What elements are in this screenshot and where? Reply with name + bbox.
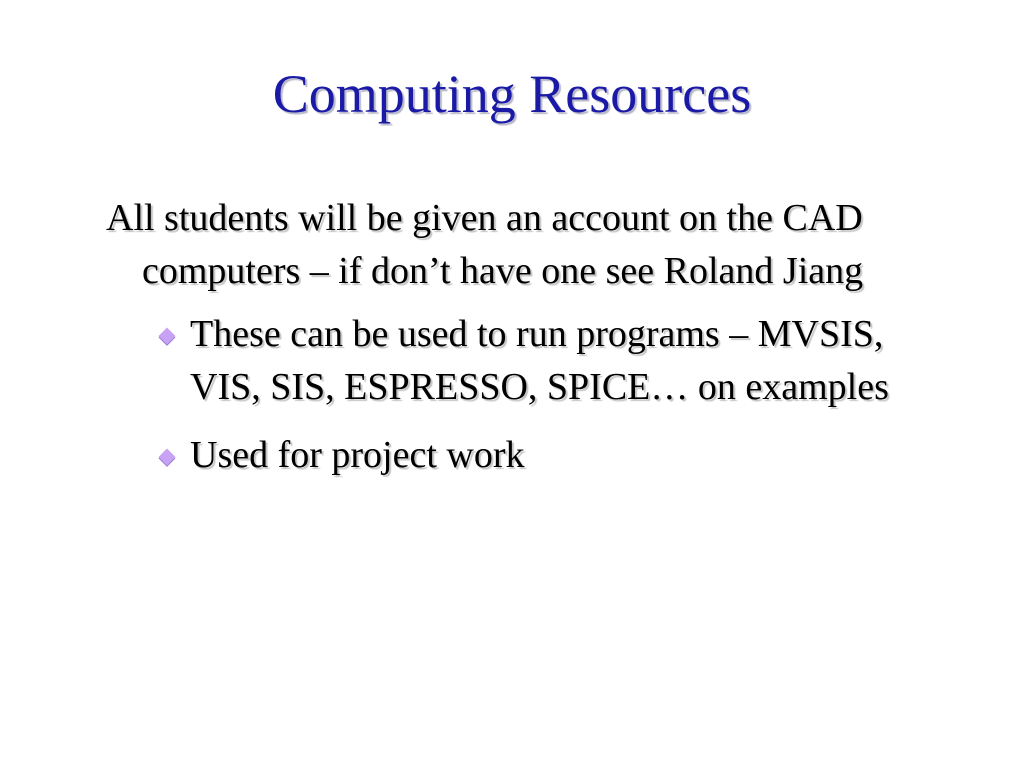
sub-bullet-list (106, 308, 926, 482)
slide-title: Computing Resources (272, 64, 752, 124)
main-paragraph: All students will be given an account on the CAD computers – if don’t have one see Roland Jiang (106, 197, 864, 292)
sub-bullet-text: These can be used to run programs – MVSIS, VIS, SIS, ESPRESSO, SPICE… on examples (190, 313, 889, 408)
diamond-bullet-icon (159, 328, 176, 345)
sub-bullet-text: Used for project work (190, 434, 525, 476)
diamond-bullet-icon (159, 449, 176, 466)
sub-bullet-item (190, 308, 926, 414)
sub-bullet-item (190, 429, 926, 482)
slide-body (106, 192, 926, 482)
